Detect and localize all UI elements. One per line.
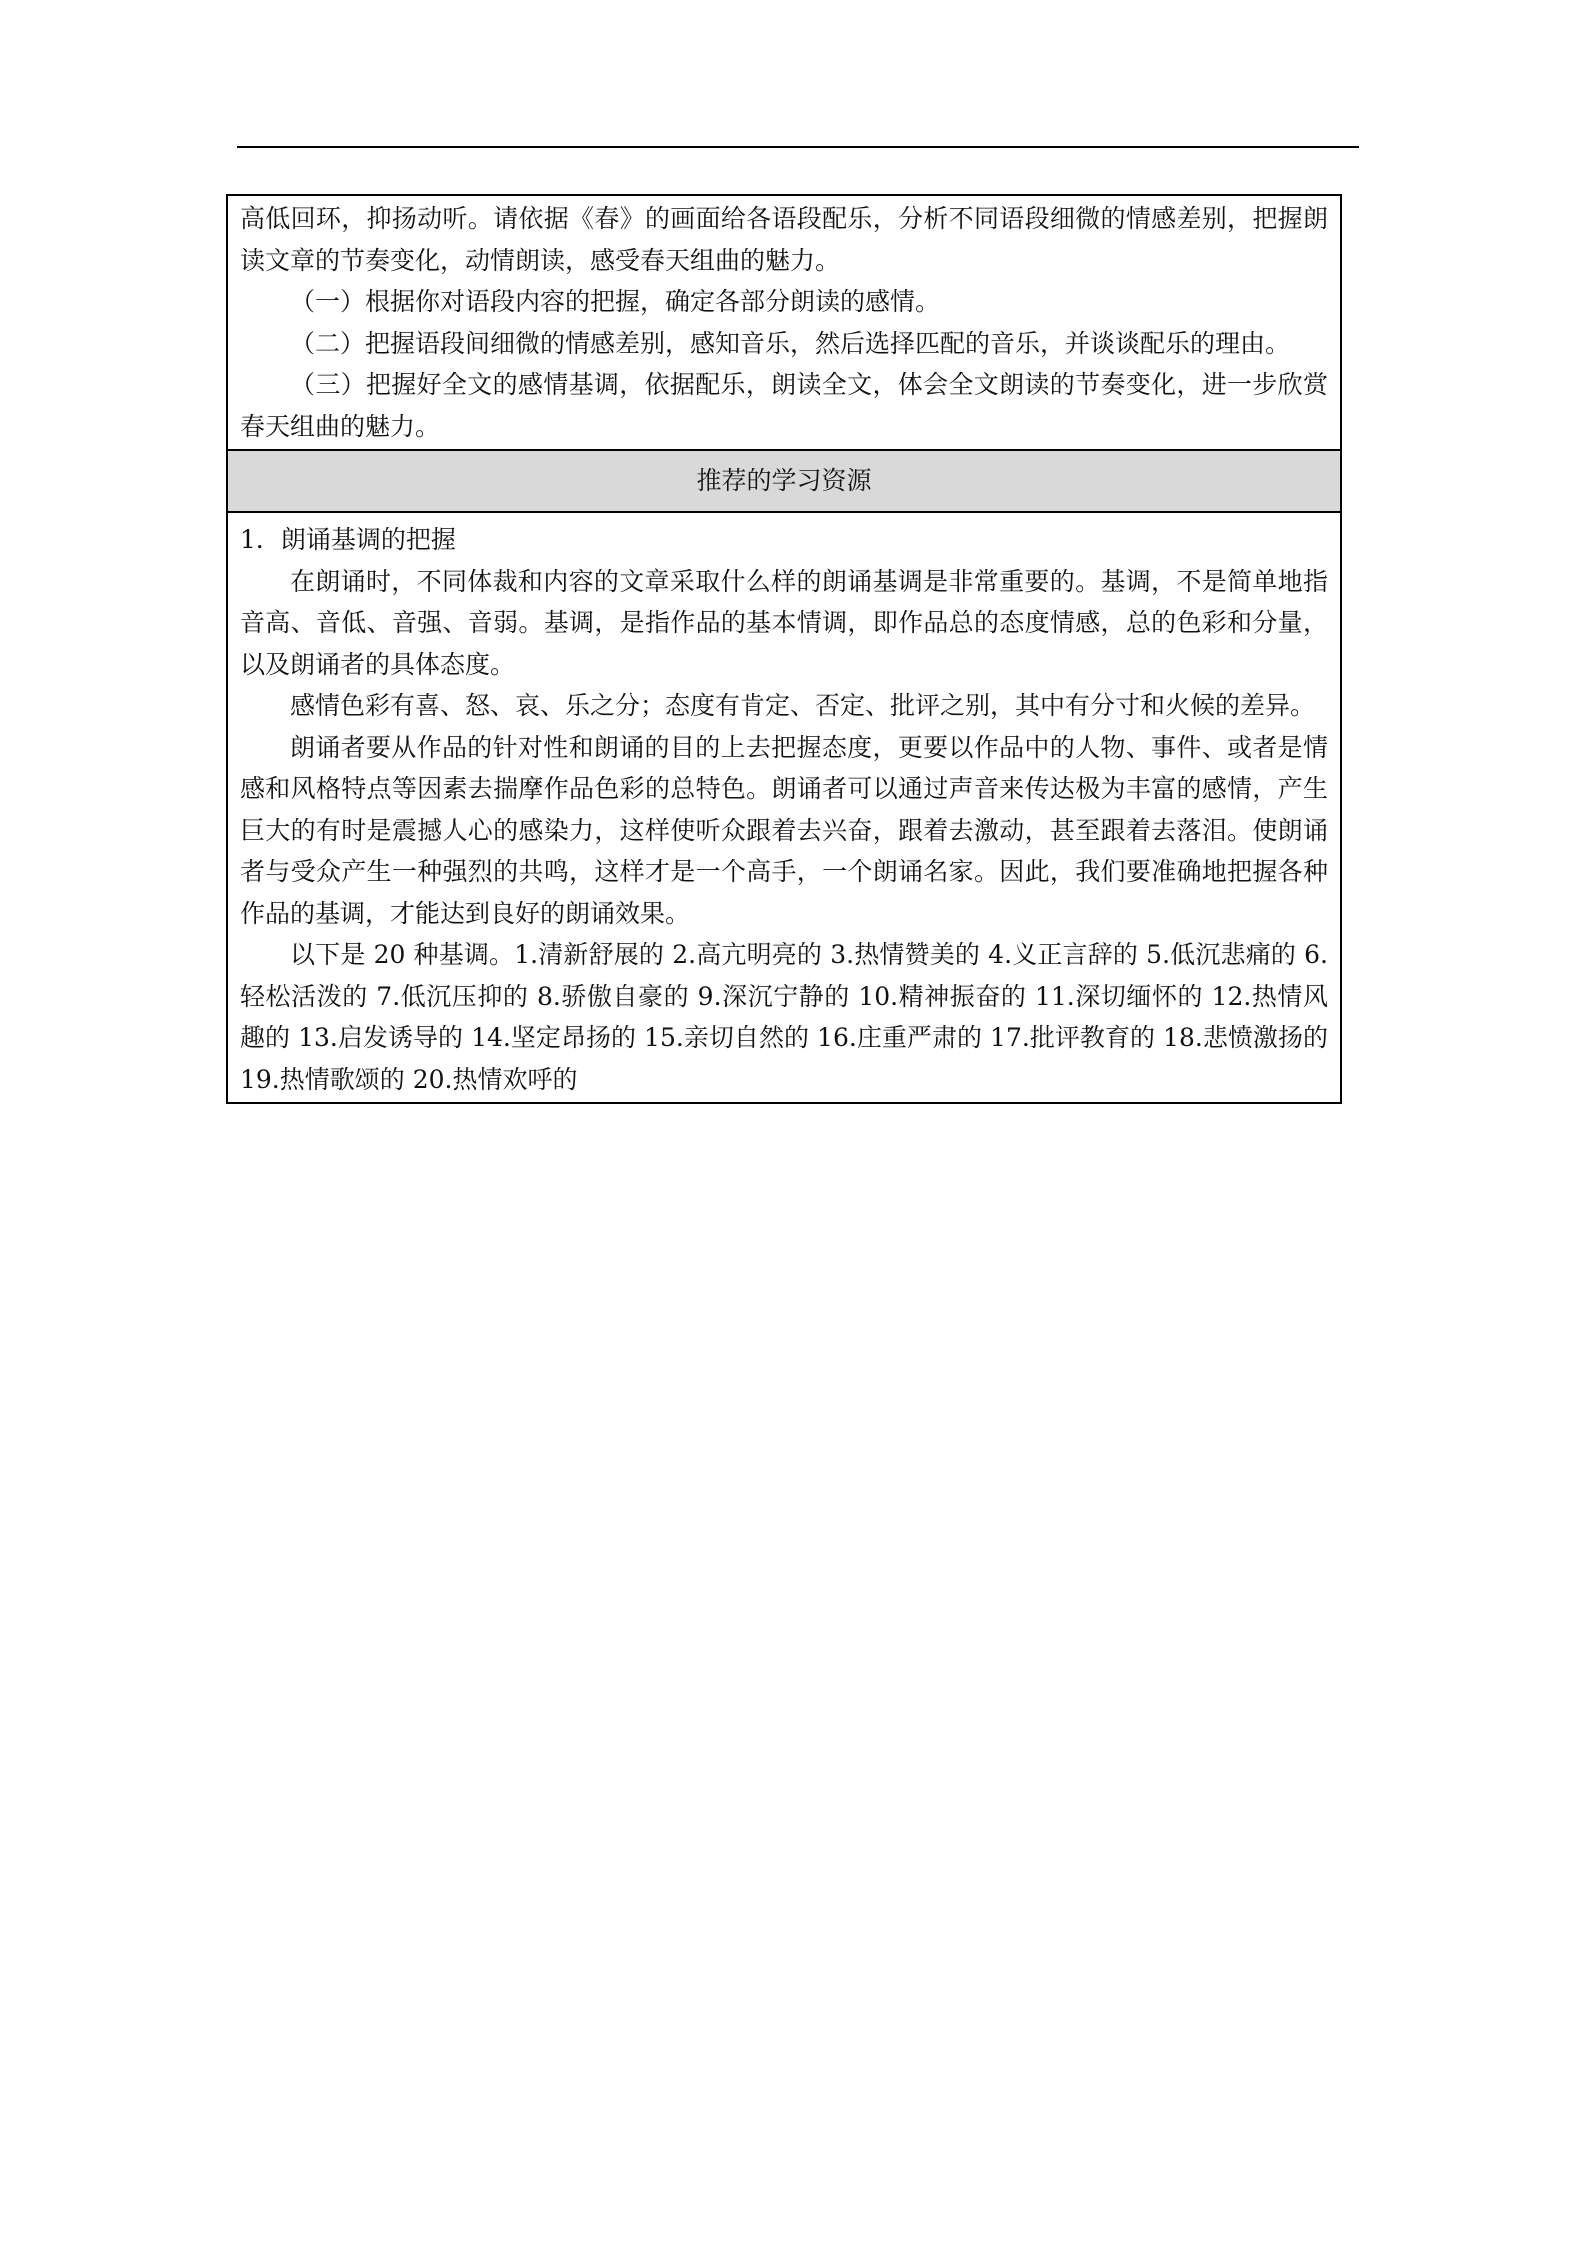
resources-paragraph-2: 感情色彩有喜、怒、哀、乐之分；态度有肯定、否定、批评之别，其中有分寸和火候的差异。 [290, 691, 1316, 720]
task-step-2: （二）把握语段间细微的情感差别，感知音乐，然后选择匹配的音乐，并谈谈配乐的理由。 [290, 328, 1291, 358]
task-paragraph-intro: 高低回环，抑扬动听。请依据《春》的画面给各语段配乐，分析不同语段细微的情感差别，把握朗读文章的节奏变化，动情朗读，感受春天组曲的魅力。 [240, 204, 1328, 275]
resources-header: 推荐的学习资源 [228, 449, 1340, 513]
resources-title: 1．朗诵基调的把握 [240, 525, 456, 554]
resources-paragraph-1: 在朗诵时，不同体裁和内容的文章采取什么样的朗诵基调是非常重要的。基调，不是简单地指音高、音低、音强、音弱。基调，是指作品的基本情调，即作品总的态度情感，总的色彩和分量，以及朗诵者的具体态度。 [240, 566, 1328, 679]
task-step-3: （三）把握好全文的感情基调，依据配乐，朗读全文，体会全文朗读的节奏变化，进一步欣赏春天组曲的魅力。 [240, 370, 1328, 441]
resources-paragraph-4: 以下是 20 种基调。1.清新舒展的 2.高亢明亮的 3.热情赞美的 4.义正言辞的 5.低沉悲痛的 6.轻松活泼的 7.低沉压抑的 8.骄傲自豪的 9.深沉宁静的 10.精神振奋的 11.深切缅怀的 12.热情风趣的 13.启发诱导的 14.坚定昂扬的 15.亲切自然的 16.庄重严肃的 17.批评教育的 18.悲愤激扬的 19.热情歌颂的 20.热情欢呼的 [240, 940, 1328, 1094]
resources-cell [228, 513, 1340, 1102]
lesson-table [226, 194, 1342, 1104]
resources-paragraph-3: 朗诵者要从作品的针对性和朗诵的目的上去把握态度，更要以作品中的人物、事件、或者是情感和风格特点等因素去揣摩作品色彩的总特色。朗诵者可以通过声音来传达极为丰富的感情，产生巨大的有时是震撼人心的感染力，这样使听众跟着去兴奋，跟着去激动，甚至跟着去落泪。使朗诵者与受众产生一种强烈的共鸣，这样才是一个高手，一个朗诵名家。因此，我们要准确地把握各种作品的基调，才能达到良好的朗诵效果。 [240, 732, 1328, 928]
header-rule [237, 146, 1359, 148]
task-step-1: （一）根据你对语段内容的把握，确定各部分朗读的感情。 [290, 287, 941, 316]
task-cell [228, 196, 1340, 449]
